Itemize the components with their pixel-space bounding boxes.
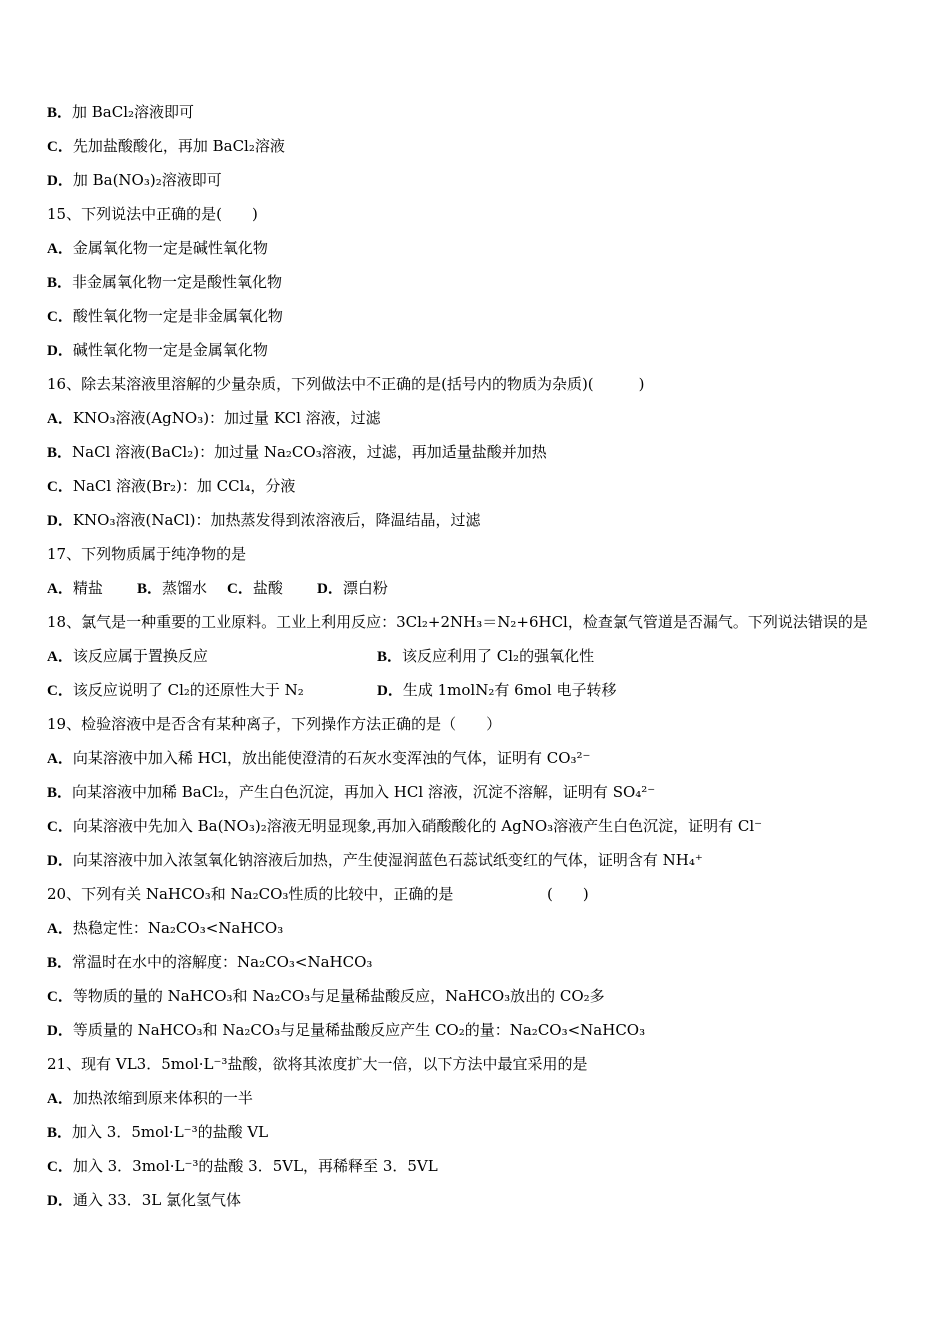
option [47, 950, 372, 975]
question-text [547, 882, 589, 906]
option-label: C． [47, 479, 73, 495]
option [47, 236, 268, 261]
option [47, 1120, 268, 1145]
option-label: B． [47, 1125, 73, 1141]
option [47, 338, 268, 363]
option-label: B． [47, 785, 73, 801]
option [47, 916, 283, 941]
text: 18、氯气是一种重要的工业原料。工业上利用反应：3Cl₂+2NH₃＝N₂+6HCl，检查氯气管道是否漏气。下列说法错误的是 [47, 613, 868, 631]
text: 盐酸 [252, 579, 298, 597]
option-line [47, 644, 927, 678]
question-text [47, 610, 868, 634]
option-line [47, 134, 927, 168]
text: 通入 33．3L 氯化氢气体 [72, 1191, 241, 1209]
option [47, 780, 655, 805]
option-label: A． [47, 921, 73, 937]
option-line [47, 100, 927, 134]
option-line [47, 916, 927, 950]
question-line [47, 712, 927, 746]
text: 该反应利用了 Cl₂的强氧化性 [402, 647, 595, 665]
option-line [47, 304, 927, 338]
text: 17、下列物质属于纯净物的是 [47, 545, 247, 563]
option-line [47, 1018, 927, 1052]
option-line [47, 678, 927, 712]
text: NaCl 溶液(Br₂)：加 CCl₄，分液 [72, 477, 296, 495]
option [47, 984, 605, 1009]
option [317, 576, 388, 601]
text: 加入 3．5mol·L⁻³的盐酸 VL [72, 1123, 269, 1141]
option-line [47, 338, 927, 372]
text: 热稳定性：Na₂CO₃<NaHCO₃ [72, 919, 284, 937]
option [47, 746, 590, 771]
option [47, 1018, 645, 1043]
text: 金属氧化物一定是碱性氧化物 [72, 239, 268, 257]
option-line [47, 1086, 927, 1120]
option-line [47, 474, 927, 508]
option [47, 100, 194, 125]
question-line [47, 610, 927, 644]
option-line [47, 1120, 927, 1154]
option-label: B． [47, 445, 73, 461]
text: 21、现有 VL3．5mol·L⁻³盐酸，欲将其浓度扩大一倍，以下方法中最宜采用的是 [47, 1055, 588, 1073]
question-line [47, 1052, 927, 1086]
option [47, 1188, 241, 1213]
option [47, 576, 118, 601]
text: 19、检验溶液中是否含有某种离子，下列操作方法正确的是（ ） [47, 715, 502, 733]
option-line [47, 984, 927, 1018]
option-line [47, 1188, 927, 1222]
text: 碱性氧化物一定是金属氧化物 [72, 341, 268, 359]
option-line [47, 950, 927, 984]
option-line [47, 270, 927, 304]
option-label: A． [47, 411, 73, 427]
text: 非金属氧化物一定是酸性氧化物 [72, 273, 283, 291]
text: KNO₃溶液(AgNO₃)：加过量 KCl 溶液，过滤 [72, 409, 381, 427]
text: 该反应说明了 Cl₂的还原性大于 N₂ [72, 681, 304, 699]
text: 漂白粉 [342, 579, 388, 597]
option [47, 168, 222, 193]
option-line [47, 848, 927, 882]
option-label: D． [317, 581, 343, 597]
text: 先加盐酸酸化，再加 BaCl₂溶液 [72, 137, 285, 155]
question-line [47, 372, 927, 406]
text: 加热浓缩到原来体积的一半 [72, 1089, 253, 1107]
option-line [47, 508, 927, 542]
option-line [47, 576, 927, 610]
text: NaCl 溶液(BaCl₂)：加过量 Na₂CO₃溶液，过滤，再加适量盐酸并加热 [72, 443, 547, 461]
text: KNO₃溶液(NaCl)：加热蒸发得到浓溶液后，降温结晶，过滤 [72, 511, 481, 529]
option [47, 440, 547, 465]
option [47, 134, 285, 159]
question-text [47, 1052, 587, 1076]
text: 生成 1molN₂有 6mol 电子转移 [402, 681, 617, 699]
text: 加 BaCl₂溶液即可 [72, 103, 195, 121]
option-label: D． [47, 1193, 73, 1209]
option [47, 1154, 438, 1179]
option-label: D． [47, 853, 73, 869]
option-line [47, 1154, 927, 1188]
text: 向某溶液中加稀 BaCl₂，产生白色沉淀，再加入 HCl 溶液，沉淀不溶解，证明有 SO₄²⁻ [72, 783, 656, 801]
option-label: B． [137, 581, 163, 597]
text: 加 Ba(NO₃)₂溶液即可 [72, 171, 222, 189]
option-label: C． [47, 139, 73, 155]
option-label: D． [377, 683, 403, 699]
text: 精盐 [72, 579, 118, 597]
option-label: A． [47, 751, 73, 767]
option-label: A． [47, 241, 73, 257]
question-text [47, 372, 645, 396]
option-line [47, 406, 927, 440]
option-label: B． [47, 105, 73, 121]
document-body [47, 100, 927, 1222]
option [47, 508, 481, 533]
option-label: D． [47, 513, 73, 529]
option-label: D． [47, 1023, 73, 1039]
option [377, 678, 616, 703]
text: 等物质的量的 NaHCO₃和 Na₂CO₃与足量稀盐酸反应，NaHCO₃放出的 CO₂多 [72, 987, 605, 1005]
option [47, 304, 283, 329]
option-label: B． [47, 955, 73, 971]
question-line [47, 542, 927, 576]
option [47, 1086, 253, 1111]
text: 15、下列说法中正确的是( ) [47, 205, 258, 223]
option [47, 644, 208, 669]
option-label: A． [47, 649, 73, 665]
option-label: A． [47, 581, 73, 597]
text: 该反应属于置换反应 [72, 647, 208, 665]
question-text [47, 542, 246, 566]
text: 等质量的 NaHCO₃和 Na₂CO₃与足量稀盐酸反应产生 CO₂的量：Na₂CO₃<NaHCO₃ [72, 1021, 646, 1039]
question-line [47, 202, 927, 236]
option-label: B． [47, 275, 73, 291]
text: 酸性氧化物一定是非金属氧化物 [72, 307, 283, 325]
option [47, 474, 295, 499]
option [47, 270, 282, 295]
option-label: A． [47, 1091, 73, 1107]
text: 16、除去某溶液里溶解的少量杂质，下列做法中不正确的是(括号内的物质为杂质)( ) [47, 375, 645, 393]
question-text [47, 882, 453, 906]
option-line [47, 814, 927, 848]
option [137, 576, 222, 601]
question-text [47, 202, 258, 226]
question-text [47, 712, 501, 736]
option [227, 576, 298, 601]
question-line [47, 882, 927, 916]
option-label: C． [227, 581, 253, 597]
option-label: C． [47, 1159, 73, 1175]
option-label: C． [47, 819, 73, 835]
option-label: D． [47, 343, 73, 359]
option-label: C． [47, 989, 73, 1005]
option-line [47, 746, 927, 780]
option-line [47, 780, 927, 814]
option [47, 814, 762, 839]
text: 常温时在水中的溶解度：Na₂CO₃<NaHCO₃ [72, 953, 373, 971]
text: 向某溶液中加入稀 HCl，放出能使澄清的石灰水变浑浊的气体，证明有 CO₃²⁻ [72, 749, 591, 767]
option [47, 678, 304, 703]
text: 向某溶液中加入浓氢氧化钠溶液后加热，产生使湿润蓝色石蕊试纸变红的气体，证明含有 NH₄⁺ [72, 851, 703, 869]
option-label: B． [377, 649, 403, 665]
option-label: C． [47, 309, 73, 325]
text: 蒸馏水 [162, 579, 223, 597]
option [377, 644, 594, 669]
text: 向某溶液中先加入 Ba(NO₃)₂溶液无明显现象,再加入硝酸酸化的 AgNO₃溶液产生白色沉淀，证明有 Cl⁻ [72, 817, 763, 835]
option [47, 406, 381, 431]
text: 20、下列有关 NaHCO₃和 Na₂CO₃性质的比较中，正确的是 [47, 885, 454, 903]
option-label: D． [47, 173, 73, 189]
option-line [47, 236, 927, 270]
option [47, 848, 703, 873]
text: ( ) [547, 885, 589, 903]
option-line [47, 440, 927, 474]
text: 加入 3．3mol·L⁻³的盐酸 3．5VL，再稀释至 3．5VL [72, 1157, 438, 1175]
option-line [47, 168, 927, 202]
option-label: C． [47, 683, 73, 699]
